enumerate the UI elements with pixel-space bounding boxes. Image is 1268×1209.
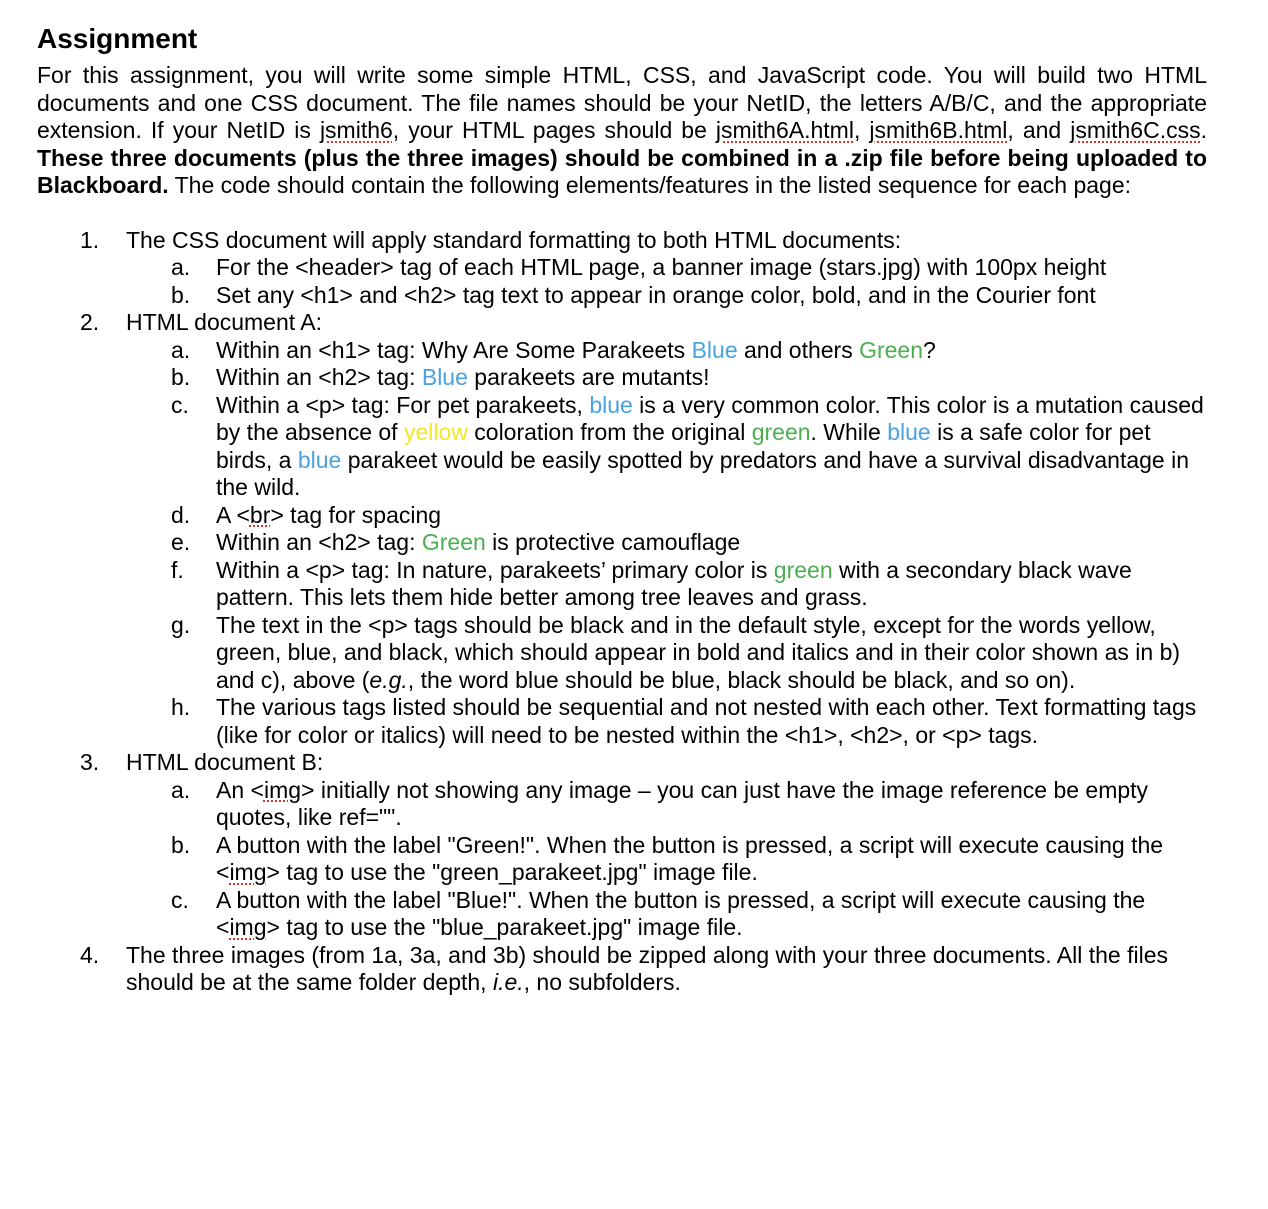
list-item-2 [37,309,1207,337]
sub-item-text: and others [737,336,860,363]
spellcheck-word: img [229,859,267,885]
sub-item-2h [37,694,1207,749]
sub-item-text: is a safe color for pet birds, a [216,419,1151,473]
list-marker: a. [171,776,191,803]
sub-item-text: > tag to use the "green_parakeet.jpg" image file. [266,859,758,885]
sub-item-text: Within a <p> tag: For pet parakeets, [216,391,590,418]
list-marker: a. [171,336,191,363]
sub-item-text: > initially not showing any image – you can just have the image reference be empty quotes, like ref="". [216,776,1149,830]
list-item-text: HTML document A: [126,309,323,335]
sub-item-2c [37,392,1207,502]
eg-abbrev: e.g. [369,666,408,693]
sub-item-2e [37,529,1207,557]
spellcheck-word: br [249,501,271,528]
blue-word: blue [887,419,931,445]
blue-word: blue [589,391,633,418]
sub-item-text: Set any <h1> and <h2> tag text to appear in orange color, bold, and in the Courier font [216,281,1096,308]
spellcheck-word: img [263,776,302,803]
sub-item-2d [37,502,1207,530]
list-marker: 3. [80,749,100,775]
list-item-text: The CSS document will apply standard formatting to both HTML documents: [126,226,902,253]
document-title: Assignment [37,23,198,54]
list-item-text: HTML document B: [126,749,324,775]
document [37,22,1207,997]
list-item-text: , no subfolders. [523,969,681,995]
filename-c: jsmith6C.css [1070,117,1201,143]
sub-item-text: The text in the <p> tags should be black and in the default style, except for the words yellow, green, blue, and black, which should appear in bold and italics and in their color shown as in b) and c), above ( [216,611,1181,693]
sub-item-2g [37,612,1207,695]
list-item-1 [37,227,1207,255]
list-marker: a. [171,254,191,280]
sub-item-text: is a very common color. This color is a mutation caused by the absence of [216,391,1204,445]
blue-word: blue [297,446,342,473]
requirements-list [37,227,1207,997]
blue-word: Blue [421,364,468,390]
sub-item-text: > tag for spacing [270,501,442,528]
intro-text: For this assignment, you will write some simple HTML, CSS, and JavaScript code. You will build two HTML documents and one CSS document. The file names should be your NetID, the letters A/B/C, and the appropriate extension. If your NetID is [37,62,1207,143]
list-marker: g. [171,611,191,638]
list-marker: e. [171,529,191,555]
sub-item-text: ? [923,336,936,363]
list-marker: h. [171,694,191,720]
sub-item-text: Within an <h1> tag: Why Are Some Parakeets [216,336,692,363]
intro-text: The code should contain the following elements/features in the listed sequence for each page: [168,172,1132,198]
sub-item-text: Within an <h2> tag: [216,364,422,390]
sub-item-text: . While [810,419,888,445]
list-marker: c. [171,886,189,913]
yellow-word: yellow [403,419,468,445]
list-item-text: The three images (from 1a, 3a, and 3b) should be zipped along with your three documents. All the files should be at the same folder depth, [126,941,1168,995]
green-word: green [751,419,811,445]
sub-item-2b [37,364,1207,392]
green-word: Green [421,529,486,555]
sub-item-text: , the word blue should be blue, black should be black, and so on). [407,666,1076,693]
sub-item-3c [37,887,1207,942]
blue-word: Blue [691,336,738,363]
green-word: Green [859,336,924,363]
list-marker: b. [171,364,191,390]
sub-item-3a [37,777,1207,832]
spellcheck-word: img [229,914,267,940]
sub-item-text: The various tags listed should be sequential and not nested with each other. Text formatting tags (like for color or italics) will need to be nested within the <h1>, <h2>, or <p> tags. [216,694,1197,748]
sub-item-text: An < [216,776,264,803]
netid-example: jsmith6 [319,117,393,143]
list-marker: b. [171,281,191,308]
list-marker: 2. [80,309,100,335]
ie-abbrev: i.e. [492,969,524,995]
filename-b: jsmith6B.html [869,117,1008,143]
sub-item-text: Within an <h2> tag: [216,529,422,555]
list-marker: 4. [80,941,100,968]
sub-item-text: Within a <p> tag: In nature, parakeets’ primary color is [216,556,774,583]
green-word: green [773,556,833,583]
sub-item-text: is protective camouflage [485,529,741,555]
sub-item-text: > tag to use the "blue_parakeet.jpg" image file. [266,914,743,940]
sub-item-1b [37,282,1207,310]
sub-item-text: A button with the label "Blue!". When the button is pressed, a script will execute causing the < [216,886,1146,940]
intro-paragraph [37,62,1207,200]
sub-item-text: parakeet would be easily spotted by predators and have a survival disadvantage in the wild. [216,446,1190,500]
intro-text: , [853,117,870,143]
list-marker: f. [171,556,184,583]
sub-item-2f [37,557,1207,612]
sub-item-text: For the <header> tag of each HTML page, a banner image (stars.jpg) with 100px height [216,254,1107,280]
sub-item-text: parakeets are mutants! [467,364,710,390]
list-item-4 [37,942,1207,997]
list-marker: c. [171,391,189,418]
intro-text: . [1200,117,1207,143]
intro-text: , your HTML pages should be [392,117,716,143]
filename-a: jsmith6A.html [715,117,854,143]
sub-item-text: coloration from the original [467,419,752,445]
sub-item-text: with a secondary black wave pattern. This lets them hide better among tree leaves and grass. [216,556,1132,610]
sub-item-text: A button with the label "Green!". When the button is pressed, a script will execute causing the < [216,831,1164,885]
sub-item-3b [37,832,1207,887]
intro-bold-instruction: These three documents (plus the three images) should be combined in a .zip file before being uploaded to Blackboard. [37,144,1207,198]
sub-item-text: A < [216,501,250,528]
list-item-3 [37,749,1207,777]
list-marker: 1. [80,226,100,253]
list-marker: b. [171,831,191,858]
sub-item-1a [37,254,1207,282]
intro-text: , and [1007,117,1071,143]
list-marker: d. [171,501,191,528]
sub-item-2a [37,337,1207,365]
